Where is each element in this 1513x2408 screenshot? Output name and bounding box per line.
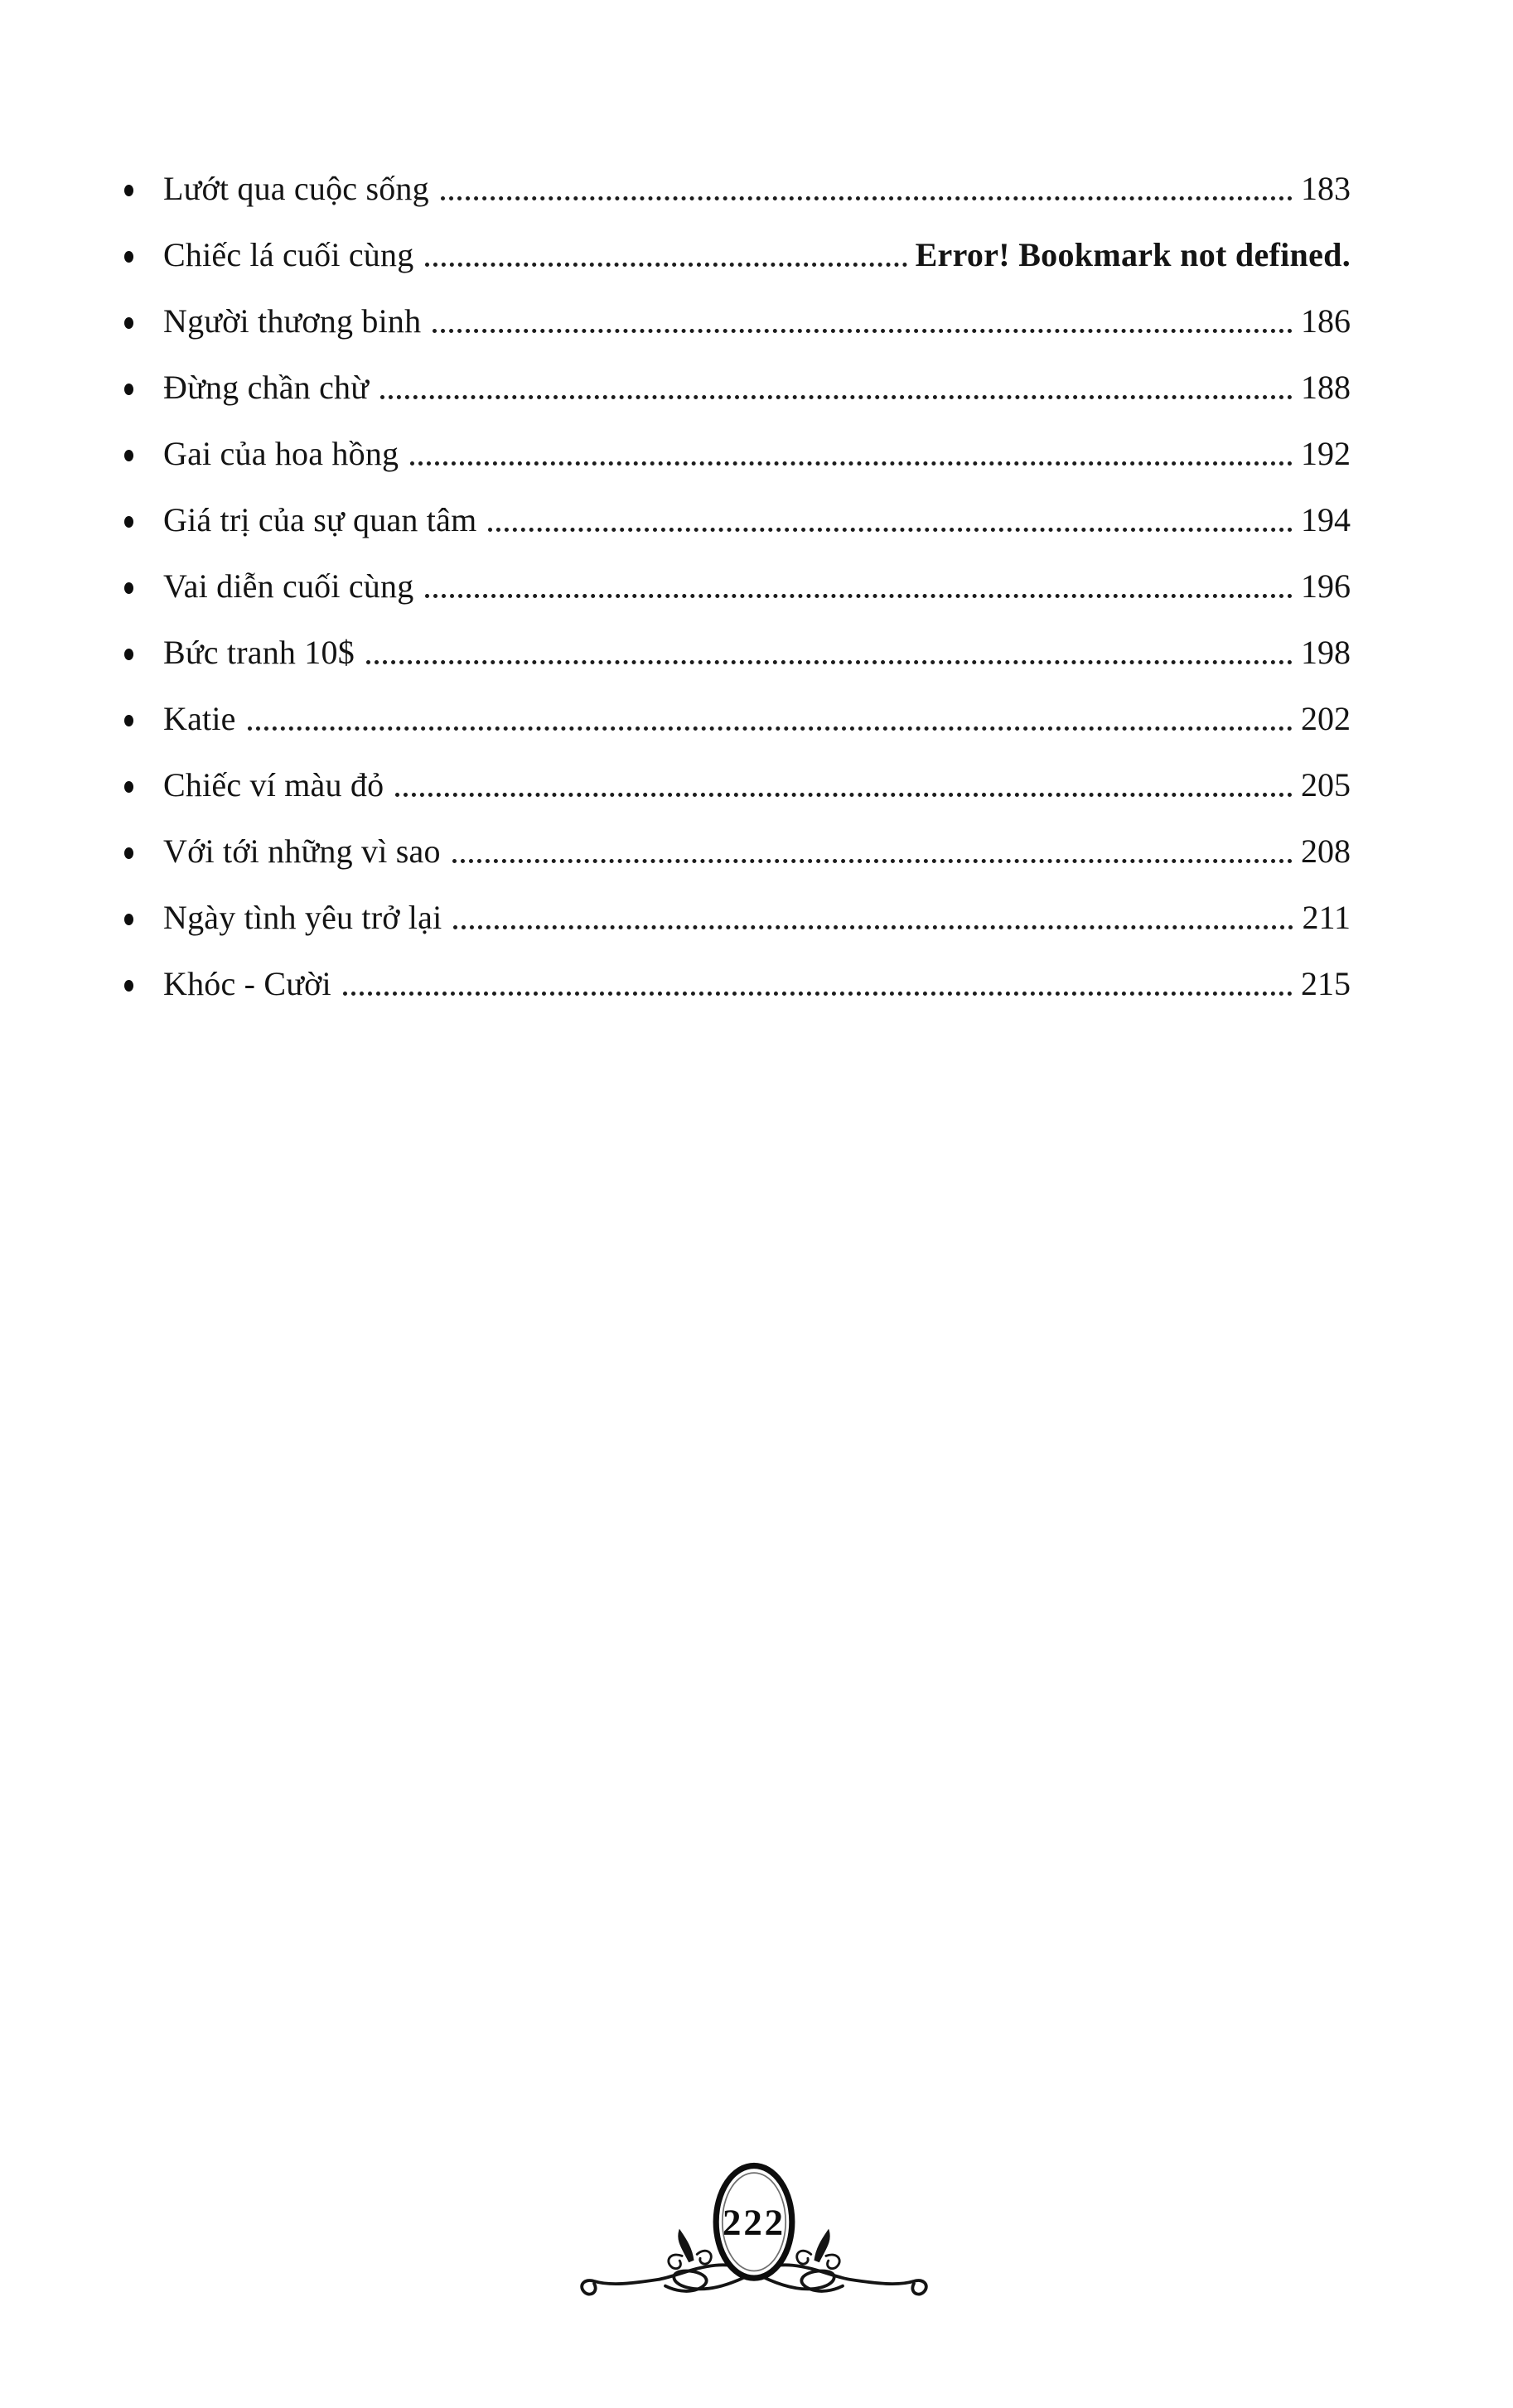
- toc-item: [124, 420, 1351, 486]
- toc-item-title: Ngày tình yêu trở lại: [163, 898, 442, 936]
- bullet-icon: [124, 847, 133, 859]
- dotted-leader: [343, 992, 1293, 996]
- bullet-icon: [124, 715, 133, 726]
- toc-item-title: Lướt qua cuộc sống: [163, 169, 429, 207]
- toc-item: [124, 287, 1351, 354]
- bullet-icon: [124, 781, 133, 793]
- toc-item-page: 208: [1301, 832, 1351, 870]
- toc-item-title: Người thương binh: [163, 302, 422, 340]
- toc-item-page: 211: [1302, 898, 1351, 936]
- toc-item-page: 188: [1301, 368, 1351, 406]
- toc-item: [124, 685, 1351, 751]
- bullet-icon: [124, 317, 133, 329]
- toc-item: [124, 884, 1351, 950]
- toc-item: [124, 221, 1351, 287]
- bullet-icon: [124, 914, 133, 925]
- bullet-icon: [124, 384, 133, 395]
- toc-item-page: Error! Bookmark not defined.: [915, 235, 1351, 273]
- dotted-leader: [248, 726, 1293, 731]
- bullet-icon: [124, 450, 133, 461]
- toc-item-title: Katie: [163, 699, 236, 737]
- toc-item: [124, 486, 1351, 553]
- bullet-icon: [124, 649, 133, 660]
- toc-item: [124, 751, 1351, 818]
- dotted-leader: [410, 461, 1293, 466]
- dotted-leader: [433, 329, 1293, 333]
- toc-item: [124, 155, 1351, 221]
- dotted-leader: [425, 263, 906, 267]
- toc-item-page: 196: [1301, 567, 1351, 605]
- bullet-icon: [124, 980, 133, 992]
- toc-item-title: Chiếc ví màu đỏ: [163, 765, 384, 803]
- toc-item-page: 202: [1301, 699, 1351, 737]
- dotted-leader: [395, 793, 1293, 797]
- bullet-icon: [124, 582, 133, 594]
- toc-item-title: Bức tranh 10$: [163, 633, 355, 671]
- toc-item: [124, 818, 1351, 884]
- dotted-leader: [452, 859, 1293, 863]
- dotted-leader: [425, 594, 1293, 598]
- toc-item: [124, 950, 1351, 1016]
- toc-item-title: Với tới những vì sao: [163, 832, 441, 870]
- bullet-icon: [124, 251, 133, 263]
- toc-item-page: 186: [1301, 302, 1351, 340]
- toc-item-title: Giá trị của sự quan tâm: [163, 500, 477, 538]
- toc-item-page: 192: [1301, 434, 1351, 472]
- toc-item: [124, 354, 1351, 420]
- toc-item-page: 198: [1301, 633, 1351, 671]
- dotted-leader: [380, 395, 1293, 399]
- footer-page-number: 222: [723, 2201, 786, 2243]
- bullet-icon: [124, 185, 133, 196]
- dotted-leader: [488, 528, 1293, 532]
- page-number-badge: [716, 2166, 792, 2279]
- toc-item-page: 194: [1301, 500, 1351, 538]
- toc-item: [124, 619, 1351, 685]
- dotted-leader: [453, 925, 1293, 929]
- toc-list: [124, 155, 1351, 1016]
- toc-item-page: 215: [1301, 964, 1351, 1002]
- toc-item-title: Đừng chần chừ: [163, 368, 370, 406]
- toc-item-page: 183: [1301, 169, 1351, 207]
- toc-item: [124, 553, 1351, 619]
- toc-item-title: Vai diễn cuối cùng: [163, 567, 414, 605]
- toc-item-page: 205: [1301, 765, 1351, 803]
- page-number-ornament: [572, 2157, 936, 2315]
- toc-item-title: Khóc - Cười: [163, 964, 331, 1002]
- toc-item-title: Chiếc lá cuối cùng: [163, 235, 414, 273]
- dotted-leader: [441, 196, 1293, 200]
- bullet-icon: [124, 516, 133, 528]
- toc-item-title: Gai của hoa hồng: [163, 434, 399, 472]
- dotted-leader: [366, 660, 1293, 664]
